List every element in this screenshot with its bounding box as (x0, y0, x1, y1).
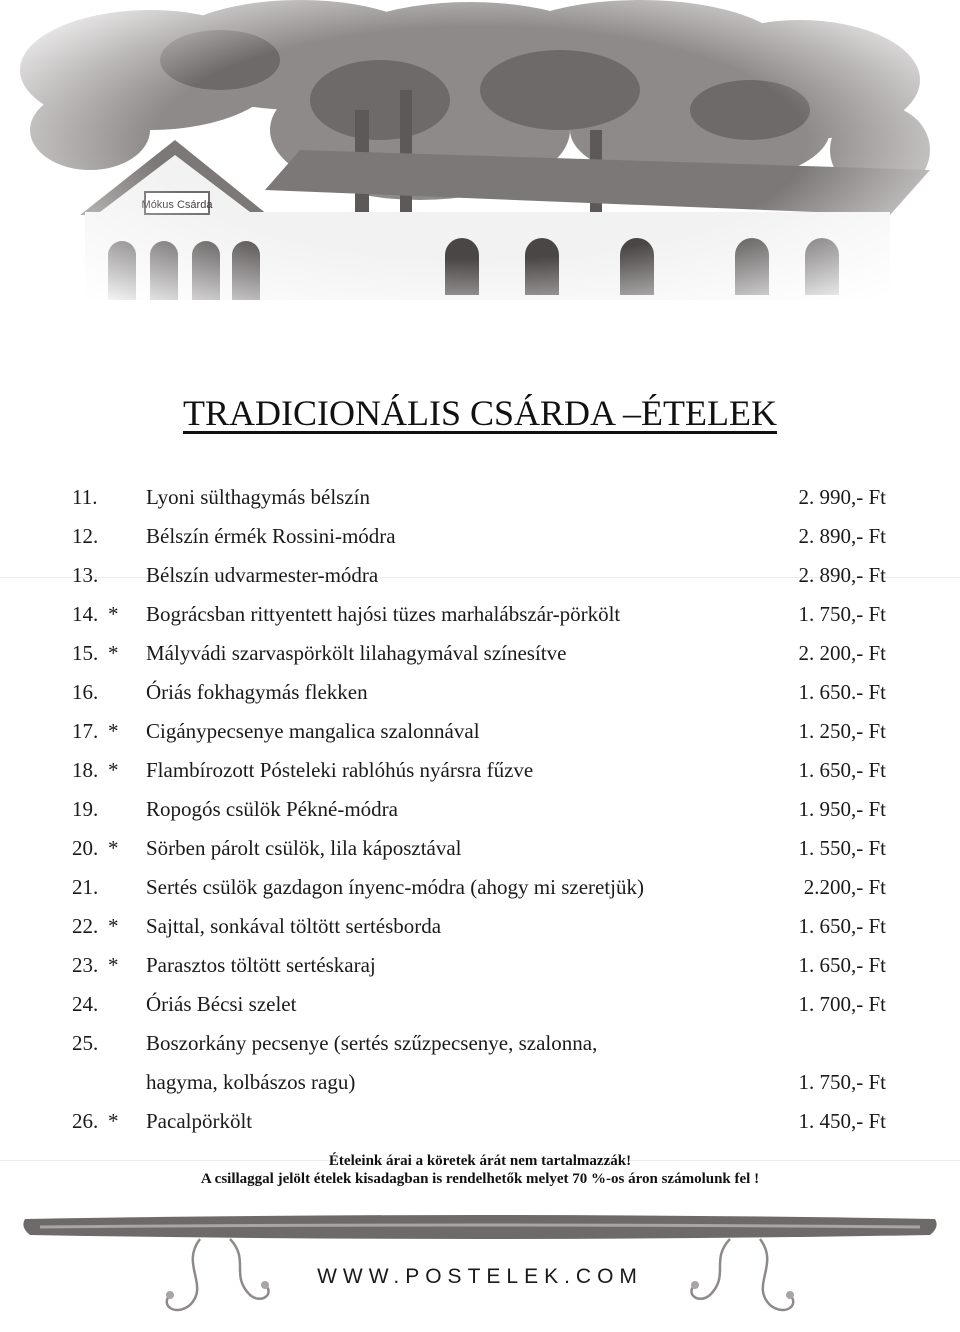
menu-item (0, 797, 960, 827)
item-star: * (108, 641, 119, 665)
menu-item (0, 836, 960, 866)
item-name: Bélszín udvarmester-módra (146, 563, 379, 587)
item-name: Óriás Bécsi szelet (146, 992, 297, 1016)
item-price: 1. 750,- Ft (798, 602, 886, 626)
menu-item (0, 1109, 960, 1139)
menu-item (0, 953, 960, 983)
item-name: Pacalpörkölt (146, 1109, 253, 1133)
item-number: 26. (72, 1109, 99, 1133)
half-portion-note: A csillaggal jelölt ételek kisadagban is rendelhetők melyet 70 %-os áron számolunk fel ! (200, 1171, 760, 1187)
item-name: Cigánypecsenye mangalica szalonnával (146, 719, 480, 743)
menu-item (0, 485, 960, 515)
item-star: * (108, 758, 119, 782)
item-star: * (108, 602, 119, 626)
item-name: Sertés csülök gazdagon ínyenc-módra (ahogy mi szeretjük) (146, 875, 645, 899)
item-name: Lyoni sülthagymás bélszín (146, 485, 370, 509)
website-link[interactable]: WWW.POSTELEK.COM (317, 1265, 643, 1288)
item-name: Mályvádi szarvaspörkölt lilahagymával színesítve (146, 641, 567, 665)
item-number: 14. (72, 602, 99, 626)
item-number: 20. (72, 836, 99, 860)
item-star: * (108, 1109, 119, 1133)
menu-item (0, 524, 960, 554)
item-price: 1. 650,- Ft (798, 914, 886, 938)
item-price: 1. 950,- Ft (798, 797, 886, 821)
item-number: 18. (72, 758, 99, 782)
item-number: 16. (72, 680, 99, 704)
item-star: * (108, 914, 119, 938)
page-title: TRADICIONÁLIS CSÁRDA –ÉTELEK (183, 393, 777, 433)
menu-item (0, 719, 960, 749)
item-price: 1. 700,- Ft (798, 992, 886, 1016)
menu-item (0, 992, 960, 1022)
item-number: 11. (72, 485, 98, 509)
item-number: 22. (72, 914, 99, 938)
item-price: 1. 650,- Ft (798, 758, 886, 782)
item-number: 19. (72, 797, 99, 821)
menu-item (0, 680, 960, 710)
item-price: 2.200,- Ft (803, 875, 886, 899)
price-note: Ételeink árai a köretek árát nem tartalmazzák! (328, 1153, 632, 1169)
item-name: Ropogós csülök Pékné-módra (146, 797, 398, 821)
item-name: Parasztos töltött sertéskaraj (146, 953, 376, 977)
menu-item (0, 758, 960, 788)
item-price: 1. 550,- Ft (798, 836, 886, 860)
item-name: Bélszín érmék Rossini-módra (146, 524, 396, 548)
menu-item (0, 875, 960, 905)
item-price: 1. 650,- Ft (798, 953, 886, 977)
item-name: Óriás fokhagymás flekken (146, 680, 368, 704)
menu-item (0, 641, 960, 671)
item-number: 17. (72, 719, 99, 743)
item-number: 25. (72, 1031, 99, 1055)
item-star: * (108, 719, 119, 743)
menu-item (0, 563, 960, 593)
item-price: 1. 650.- Ft (798, 680, 886, 704)
menu-item (0, 602, 960, 632)
item-star: * (108, 836, 119, 860)
item-name: Bográcsban rittyentett hajósi tüzes marhalábszár-pörkölt (146, 602, 621, 626)
item-number: 21. (72, 875, 99, 899)
item-number: 12. (72, 524, 99, 548)
menu-item-continuation (0, 1070, 960, 1100)
item-number: 23. (72, 953, 99, 977)
menu-item (0, 1031, 960, 1061)
item-name: Sajttal, sonkával töltött sertésborda (146, 914, 442, 938)
menu-item (0, 914, 960, 944)
item-name: Sörben párolt csülök, lila káposztával (146, 836, 462, 860)
item-number: 24. (72, 992, 99, 1016)
item-price: 1. 250,- Ft (798, 719, 886, 743)
item-price: 2. 890,- Ft (798, 524, 886, 548)
item-price: 1. 750,- Ft (798, 1070, 886, 1094)
item-name: Flambírozott Pósteleki rablóhús nyársra fűzve (146, 758, 534, 782)
item-star: * (108, 953, 119, 977)
restaurant-building-illustration (0, 0, 960, 340)
item-name: Boszorkány pecsenye (sertés szűzpecsenye, szalonna, (146, 1031, 598, 1055)
item-price: 2. 990,- Ft (798, 485, 886, 509)
item-price: 1. 450,- Ft (798, 1109, 886, 1133)
item-name: hagyma, kolbászos ragu) (146, 1070, 356, 1094)
item-number: 15. (72, 641, 99, 665)
item-price: 2. 200,- Ft (798, 641, 886, 665)
item-number: 13. (72, 563, 99, 587)
item-price: 2. 890,- Ft (798, 563, 886, 587)
